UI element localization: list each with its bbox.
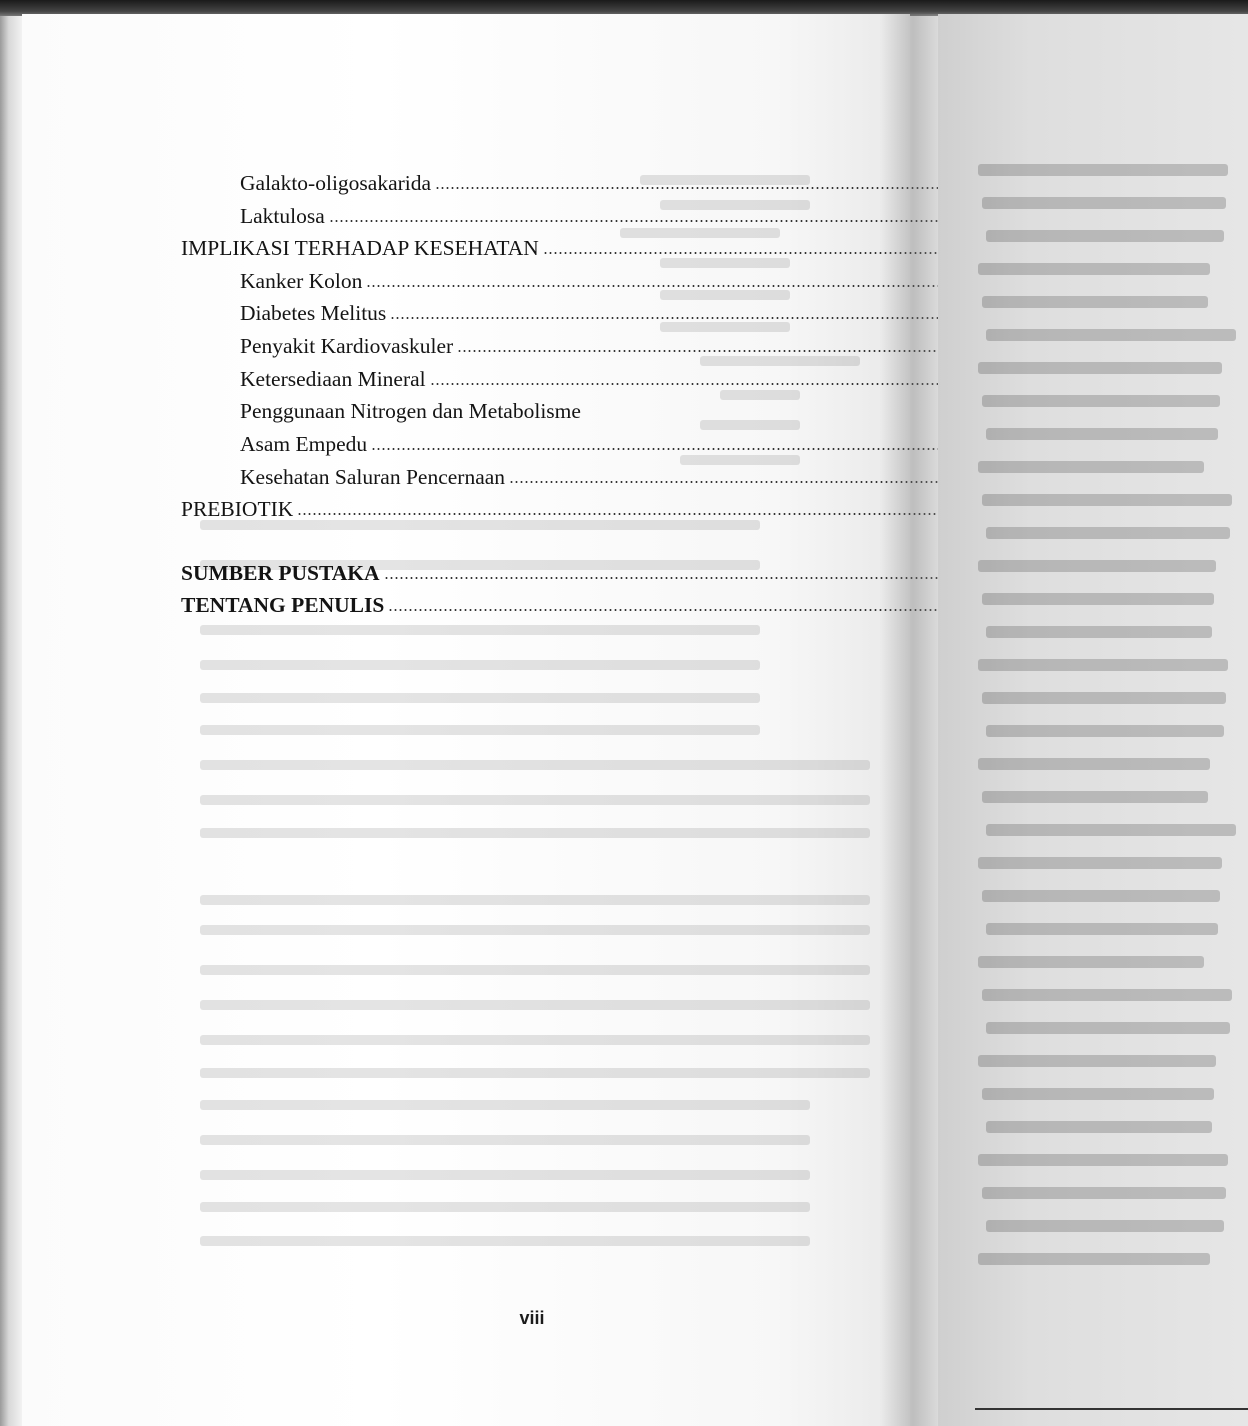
toc-entry-title: Penggunaan Nitrogen dan Metabolisme bbox=[240, 399, 581, 423]
right-page-text-line bbox=[978, 362, 1222, 374]
book-gutter-shadow bbox=[880, 14, 940, 1426]
right-page-text-line bbox=[986, 230, 1224, 242]
right-page-text-line bbox=[986, 1220, 1224, 1232]
bleed-through-line bbox=[200, 1170, 810, 1180]
page-number: viii bbox=[519, 1308, 545, 1328]
toc-entry-title: IMPLIKASI TERHADAP KESEHATAN bbox=[181, 236, 539, 260]
bleed-through-line bbox=[200, 925, 870, 935]
right-page-text-line bbox=[982, 890, 1220, 902]
bleed-through-line bbox=[200, 828, 870, 838]
right-page-text-line bbox=[986, 824, 1236, 836]
right-page-text-line bbox=[978, 1154, 1228, 1166]
right-page-text-line bbox=[978, 758, 1210, 770]
toc-entry-title: Kanker Kolon bbox=[240, 269, 363, 293]
right-page-text-line bbox=[978, 164, 1228, 176]
bleed-through-line bbox=[200, 1035, 870, 1045]
right-page-text-line bbox=[986, 923, 1218, 935]
right-page-text-line bbox=[986, 1022, 1230, 1034]
right-page-text-line bbox=[986, 428, 1218, 440]
bleed-through-line bbox=[200, 795, 870, 805]
right-page-text-line bbox=[986, 626, 1212, 638]
bleed-through-line bbox=[200, 1068, 870, 1078]
right-page-text-line bbox=[978, 263, 1210, 275]
right-page-text-line bbox=[982, 791, 1208, 803]
right-page-text-line bbox=[982, 197, 1226, 209]
left-page bbox=[22, 14, 910, 1426]
bleed-through-line bbox=[200, 965, 870, 975]
bleed-through-line bbox=[200, 895, 870, 905]
toc-entry-title: Penyakit Kardiovaskuler bbox=[240, 334, 454, 358]
toc-entry-title: Kesehatan Saluran Pencernaan bbox=[240, 465, 506, 489]
toc-entry-title: Ketersediaan Mineral bbox=[240, 367, 426, 391]
page-edge bbox=[0, 16, 22, 1426]
toc-entry bbox=[22, 232, 1024, 264]
bleed-through-line bbox=[200, 1135, 810, 1145]
bleed-through-line bbox=[200, 625, 760, 635]
right-page-text-line bbox=[982, 395, 1220, 407]
bleed-through-line bbox=[200, 1100, 810, 1110]
toc-entry-title: Asam Empedu bbox=[240, 432, 368, 456]
right-page-text-line bbox=[982, 1088, 1214, 1100]
right-page-text-line bbox=[978, 956, 1204, 968]
toc-entry-title: Galakto-oligosakarida bbox=[240, 171, 432, 195]
right-page-text-line bbox=[986, 725, 1224, 737]
right-page-text-line bbox=[986, 329, 1236, 341]
toc-entry bbox=[22, 557, 1024, 589]
right-page-text-line bbox=[982, 989, 1232, 1001]
bleed-through-line bbox=[200, 1236, 810, 1246]
toc-entry bbox=[22, 589, 1024, 621]
bleed-through-line bbox=[200, 1000, 870, 1010]
right-page-text-line bbox=[982, 494, 1232, 506]
right-page-text-line bbox=[978, 461, 1204, 473]
right-page-text-line bbox=[978, 857, 1222, 869]
toc-entry-title: Laktulosa bbox=[240, 204, 325, 228]
footer-rule bbox=[975, 1408, 1248, 1410]
right-page-text-line bbox=[982, 692, 1226, 704]
right-page-text-line bbox=[982, 593, 1214, 605]
right-page-text-line bbox=[986, 1121, 1212, 1133]
right-page-text-line bbox=[978, 659, 1228, 671]
right-page-text-line bbox=[978, 1253, 1210, 1265]
toc-entry-title: SUMBER PUSTAKA bbox=[181, 561, 380, 585]
bleed-through-line bbox=[200, 1202, 810, 1212]
toc-entry-title: PREBIOTIK bbox=[181, 497, 294, 521]
right-page-edge bbox=[938, 14, 1248, 1426]
toc-entry-title: TENTANG PENULIS bbox=[181, 593, 385, 617]
toc-entry bbox=[22, 493, 1024, 525]
bleed-through-line bbox=[200, 693, 760, 703]
bleed-through-line bbox=[200, 660, 760, 670]
right-page-text-line bbox=[978, 560, 1216, 572]
toc-entry-title: Diabetes Melitus bbox=[240, 301, 387, 325]
right-page-text-line bbox=[982, 1187, 1226, 1199]
right-page-text-line bbox=[978, 1055, 1216, 1067]
right-page-text-line bbox=[982, 296, 1208, 308]
bleed-through-line bbox=[200, 725, 760, 735]
right-page-text-line bbox=[986, 527, 1230, 539]
bleed-through-line bbox=[200, 760, 870, 770]
